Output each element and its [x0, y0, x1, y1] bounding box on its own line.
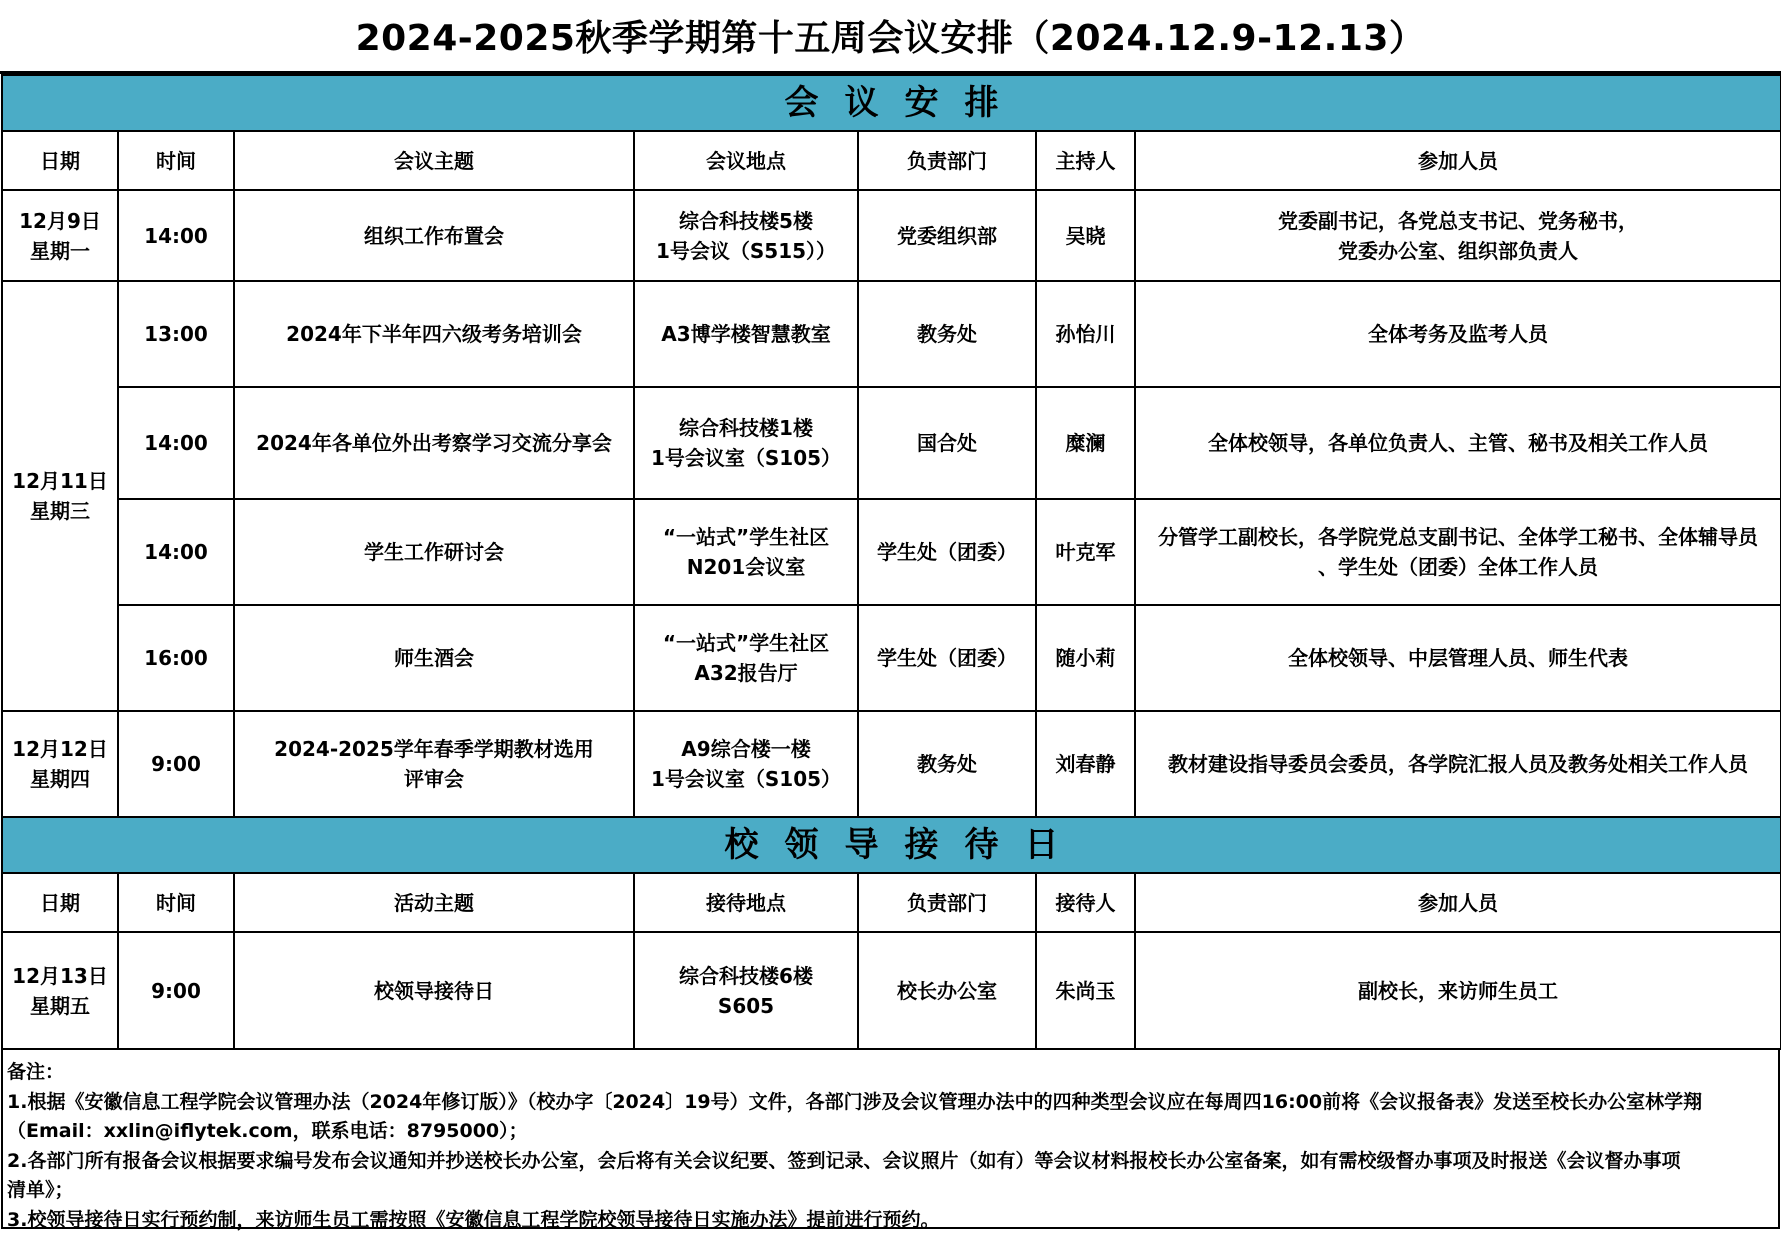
- meeting-header-row: [2, 131, 1781, 190]
- header-time: 时间: [118, 873, 234, 932]
- dept-cell: 教务处: [858, 281, 1036, 387]
- dept-cell: 校长办公室: [858, 932, 1036, 1049]
- time-cell: 14:00: [118, 190, 234, 281]
- time-cell: 9:00: [118, 711, 234, 817]
- date-cell: 12月11日 星期三: [2, 281, 118, 711]
- header-date: 日期: [2, 873, 118, 932]
- dept-cell: 学生处（团委）: [858, 605, 1036, 711]
- header-receiver: 接待人: [1036, 873, 1135, 932]
- page-title: 2024-2025秋季学期第十五周会议安排（2024.12.9-12.13）: [0, 0, 1781, 74]
- note-line: （Email：xxlin@iflytek.com，联系电话：8795000）；: [7, 1120, 528, 1142]
- attendees-cell: 全体校领导、中层管理人员、师生代表: [1135, 605, 1781, 711]
- host-cell: 吴晓: [1036, 190, 1135, 281]
- table-row: [2, 711, 1781, 817]
- table-row: [2, 605, 1781, 711]
- topic-cell: 学生工作研讨会: [234, 499, 634, 605]
- attendees-cell: 全体校领导，各单位负责人、主管、秘书及相关工作人员: [1135, 387, 1781, 499]
- attendees-cell: 教材建设指导委员会委员，各学院汇报人员及教务处相关工作人员: [1135, 711, 1781, 817]
- table-row: [2, 932, 1781, 1049]
- reception-band-title: 校领导接待日: [2, 817, 1781, 873]
- host-cell: 叶克军: [1036, 499, 1135, 605]
- header-reception-place: 接待地点: [634, 873, 858, 932]
- time-cell: 14:00: [118, 387, 234, 499]
- header-topic: 会议主题: [234, 131, 634, 190]
- attendees-cell: 党委副书记，各党总支书记、党务秘书， 党委办公室、组织部负责人: [1135, 190, 1781, 281]
- table-row: [2, 499, 1781, 605]
- host-cell: 随小莉: [1036, 605, 1135, 711]
- dept-cell: 国合处: [858, 387, 1036, 499]
- header-host: 主持人: [1036, 131, 1135, 190]
- header-attendees: 参加人员: [1135, 873, 1781, 932]
- place-cell: 综合科技楼1楼 1号会议室（S105）: [634, 387, 858, 499]
- dept-cell: 学生处（团委）: [858, 499, 1036, 605]
- meeting-table: [1, 74, 1781, 1050]
- notes-section: [1, 1050, 1780, 1229]
- time-cell: 14:00: [118, 499, 234, 605]
- place-cell: “一站式”学生社区 A32报告厅: [634, 605, 858, 711]
- table-row: [2, 190, 1781, 281]
- header-activity: 活动主题: [234, 873, 634, 932]
- date-cell: 12月9日 星期一: [2, 190, 118, 281]
- note-line: 1.根据《安徽信息工程学院会议管理办法（2024年修订版）》（校办字〔2024〕19号）文件，各部门涉及会议管理办法中的四种类型会议应在每周四16:00前将《会议报备表》发送至校长办公室林学翔: [7, 1090, 1703, 1113]
- dept-cell: 党委组织部: [858, 190, 1036, 281]
- header-dept: 负责部门: [858, 131, 1036, 190]
- topic-cell: 2024-2025学年春季学期教材选用 评审会: [234, 711, 634, 817]
- meeting-band-row: [2, 75, 1781, 131]
- header-time: 时间: [118, 131, 234, 190]
- reception-band-row: [2, 817, 1781, 873]
- host-cell: 刘春静: [1036, 711, 1135, 817]
- time-cell: 9:00: [118, 932, 234, 1049]
- note-line: 2.各部门所有报备会议根据要求编号发布会议通知并抄送校长办公室，会后将有关会议纪要、签到记录、会议照片（如有）等会议材料报校长办公室备案，如有需校级督办事项及时报送《会议督办事项: [7, 1149, 1681, 1172]
- attendees-cell: 全体考务及监考人员: [1135, 281, 1781, 387]
- topic-cell: 2024年各单位外出考察学习交流分享会: [234, 387, 634, 499]
- dept-cell: 教务处: [858, 711, 1036, 817]
- header-date: 日期: [2, 131, 118, 190]
- meeting-band-title: 会议安排: [2, 75, 1781, 131]
- place-cell: 综合科技楼5楼 1号会议（S515））: [634, 190, 858, 281]
- attendees-cell: 副校长，来访师生员工: [1135, 932, 1781, 1049]
- host-cell: 朱尚玉: [1036, 932, 1135, 1049]
- date-cell: 12月13日 星期五: [2, 932, 118, 1049]
- note-line: 清单》；: [7, 1179, 74, 1201]
- header-place: 会议地点: [634, 131, 858, 190]
- topic-cell: 组织工作布置会: [234, 190, 634, 281]
- place-cell: A9综合楼一楼 1号会议室（S105）: [634, 711, 858, 817]
- place-cell: A3博学楼智慧教室: [634, 281, 858, 387]
- table-row: [2, 281, 1781, 387]
- topic-cell: 师生酒会: [234, 605, 634, 711]
- place-cell: “一站式”学生社区 N201会议室: [634, 499, 858, 605]
- date-cell: 12月12日 星期四: [2, 711, 118, 817]
- topic-cell: 2024年下半年四六级考务培训会: [234, 281, 634, 387]
- header-dept: 负责部门: [858, 873, 1036, 932]
- host-cell: 糜澜: [1036, 387, 1135, 499]
- place-cell: 综合科技楼6楼 S605: [634, 932, 858, 1049]
- reception-header-row: [2, 873, 1781, 932]
- note-line: 3.校领导接待日实行预约制，来访师生员工需按照《安徽信息工程学院校领导接待日实施办法》提前进行预约。: [7, 1208, 940, 1231]
- table-row: [2, 387, 1781, 499]
- time-cell: 13:00: [118, 281, 234, 387]
- topic-cell: 校领导接待日: [234, 932, 634, 1049]
- header-attendees: 参加人员: [1135, 131, 1781, 190]
- attendees-cell: 分管学工副校长，各学院党总支副书记、全体学工秘书、全体辅导员 、学生处（团委）全体工作人员: [1135, 499, 1781, 605]
- notes-heading: 备注：: [7, 1061, 65, 1083]
- host-cell: 孙怡川: [1036, 281, 1135, 387]
- time-cell: 16:00: [118, 605, 234, 711]
